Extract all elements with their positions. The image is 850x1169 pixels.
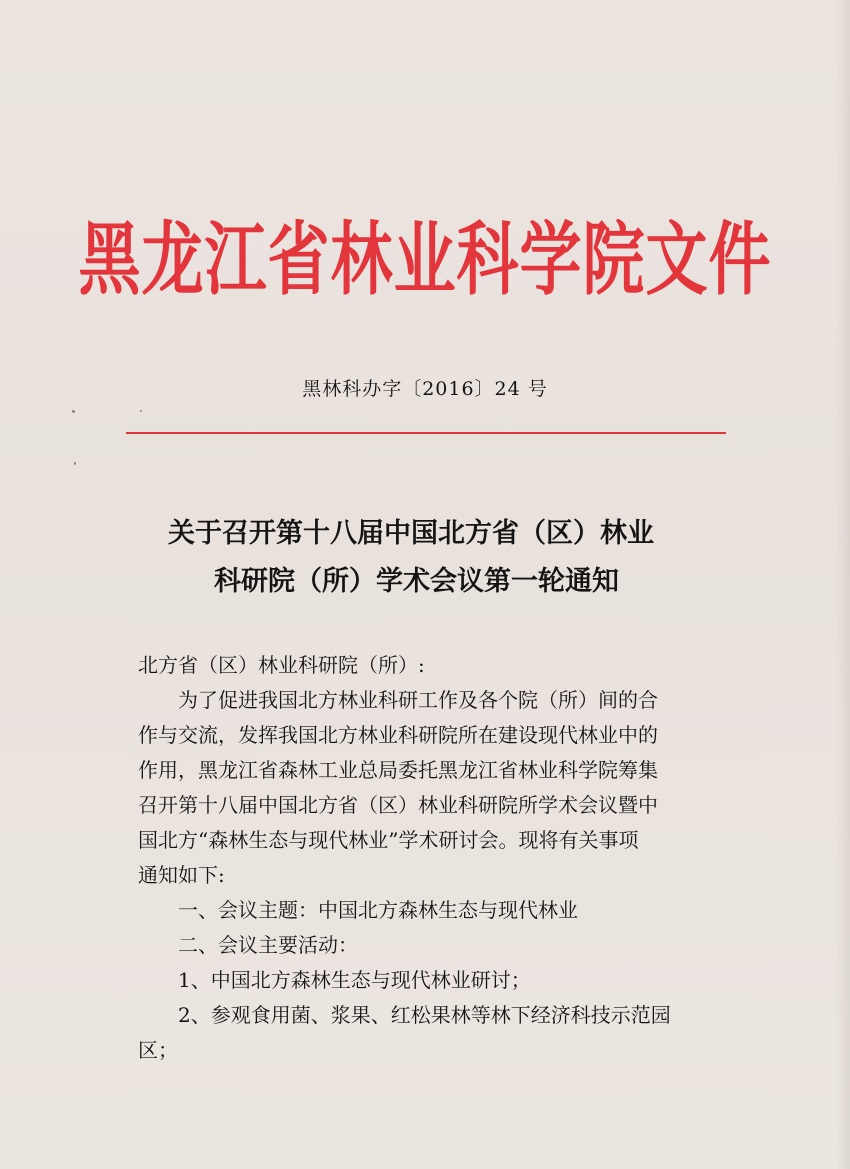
intro-line: 通知如下: bbox=[138, 863, 225, 887]
intro-line: 为了促进我国北方林业科研工作及各个院（所）间的合 bbox=[178, 688, 658, 712]
intro-line: 作与交流，发挥我国北方林业科研院所在建设现代林业中的 bbox=[138, 723, 658, 747]
intro-line: 国北方“森林生态与现代林业”学术研讨会。现将有关事项 bbox=[138, 828, 639, 852]
document-number: 黑林科办字〔2016〕24 号 bbox=[302, 378, 548, 400]
issuer-title: 黑龙江省林业科学院文件 bbox=[78, 212, 772, 307]
salutation: 北方省（区）林业科研院（所）: bbox=[138, 653, 425, 677]
notice-body bbox=[138, 648, 718, 1068]
red-divider-line bbox=[126, 432, 726, 434]
section-heading-activities: 二、会议主要活动： bbox=[178, 933, 358, 957]
notice-title-line-1: 关于召开第十八届中国北方省（区）林业 bbox=[168, 518, 654, 549]
intro-line: 作用，黑龙江省森林工业总局委托黑龙江省林业科学院筹集 bbox=[138, 758, 658, 782]
intro-line: 召开第十八届中国北方省（区）林业科研院所学术会议暨中 bbox=[138, 793, 658, 817]
activity-item-continuation: 区； bbox=[138, 1038, 178, 1062]
activity-item: 2、参观食用菌、浆果、红松果林等林下经济科技示范园 bbox=[178, 1003, 671, 1027]
page-edge-shadow bbox=[836, 0, 850, 1169]
notice-title bbox=[168, 510, 728, 606]
paper-speck bbox=[74, 462, 76, 465]
activity-item: 1、中国北方森林生态与现代林业研讨； bbox=[178, 968, 531, 992]
paper-speck bbox=[72, 410, 75, 413]
notice-title-line-2: 科研院（所）学术会议第一轮通知 bbox=[214, 566, 619, 597]
section-heading-theme: 一、会议主题：中国北方森林生态与现代林业 bbox=[178, 898, 578, 922]
paper-speck bbox=[140, 410, 142, 412]
